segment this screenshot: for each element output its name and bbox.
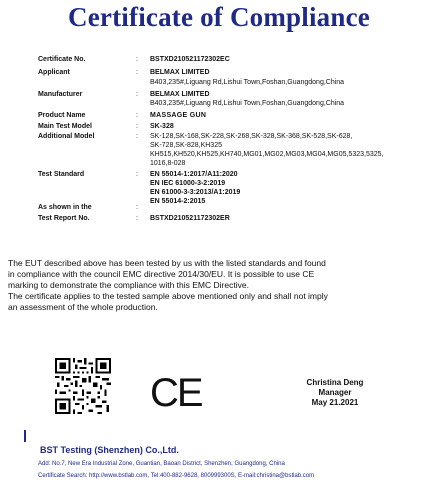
product-name-label: Product Name xyxy=(38,112,86,119)
colon: : xyxy=(136,133,138,140)
manufacturer-label: Manufacturer xyxy=(38,91,83,98)
colon: : xyxy=(136,56,138,63)
colon: : xyxy=(136,215,138,222)
company-address: Add: No.7, New Era Industrial Zone, Guantian, Baoan District, Shenzhen, Guangdong, China xyxy=(38,461,285,467)
qr-code xyxy=(55,358,111,414)
text-cursor-marker xyxy=(24,430,26,442)
colon: : xyxy=(136,123,138,130)
company-name: BST Testing (Shenzhen) Co.,Ltd. xyxy=(40,445,179,455)
statement-line: marking to demonstrate the compliance with this EMC Directive. xyxy=(8,280,249,290)
statement-line: an assessment of the whole production. xyxy=(8,302,158,312)
test-standard-label: Test Standard xyxy=(38,171,85,178)
colon: : xyxy=(136,69,138,76)
test-standard-line: EN 55014-1:2017/A11:2020 xyxy=(150,171,238,178)
certificate-title: Certificate of Compliance xyxy=(68,2,370,32)
certificate-no-value: BSTXD210521172302EC xyxy=(150,56,230,63)
signatory-name: Christina Deng xyxy=(306,378,364,387)
signature-block xyxy=(290,378,380,408)
additional-model-line: SK-128,SK-168,SK-228,SK-268,SK-328,SK-368,SK-528,SK-628, xyxy=(150,133,353,140)
test-report-no-label: Test Report No. xyxy=(38,215,90,222)
main-test-model-value: SK-328 xyxy=(150,123,174,130)
additional-model-line: SK-728,SK-828,KH325 xyxy=(150,142,222,149)
additional-model-label: Additional Model xyxy=(38,133,95,140)
test-standard-line: EN 61000-3-3:2013/A1:2019 xyxy=(150,189,241,196)
colon: : xyxy=(136,204,138,211)
main-test-model-label: Main Test Model xyxy=(38,123,92,130)
test-standard-line: EN 55014-2:2015 xyxy=(150,198,206,205)
colon: : xyxy=(136,171,138,178)
test-standard-line: EN IEC 61000-3-2:2019 xyxy=(150,180,226,187)
signatory-title: Manager xyxy=(318,388,352,397)
applicant-name: BELMAX LIMITED xyxy=(150,69,210,76)
statement-line: The EUT described above has been tested by us with the listed standards and found xyxy=(8,258,326,268)
manufacturer-address: B403,235#,Liguang Rd,Lishui Town,Foshan,Guangdong,China xyxy=(150,100,345,107)
statement-line: in compliance with the council EMC directive 2014/30/EU. It is possible to use CE xyxy=(8,269,315,279)
as-shown-in-label: As shown in the xyxy=(38,204,92,211)
applicant-label: Applicant xyxy=(38,69,70,76)
colon: : xyxy=(136,112,138,119)
colon: : xyxy=(136,91,138,98)
certificate-no-label: Certificate No. xyxy=(38,56,86,63)
product-name-value: MASSAGE GUN xyxy=(150,112,207,119)
compliance-statement xyxy=(8,258,428,313)
additional-model-line: 1016,8-028 xyxy=(150,160,186,167)
test-report-no-value: BSTXD210521172302ER xyxy=(150,215,230,222)
signature-date: May 21.2021 xyxy=(311,398,359,407)
manufacturer-name: BELMAX LIMITED xyxy=(150,91,210,98)
additional-model-line: KH515,KH520,KH525,KH740,MG01,MG02,MG03,MG04,MG05,5323,5325, xyxy=(150,151,384,158)
applicant-address: B403,235#,Liguang Rd,Lishui Town,Foshan,Guangdong,China xyxy=(150,79,345,86)
certificate-search-info: Certificate Search: http://www.bstlab.com, Tel:400-882-9628, 800999300S, E-mail:christina@bstlab.com xyxy=(38,473,315,479)
ce-mark: CE xyxy=(150,371,202,415)
statement-line: The certificate applies to the tested sample above mentioned only and shall not imply xyxy=(8,291,328,301)
